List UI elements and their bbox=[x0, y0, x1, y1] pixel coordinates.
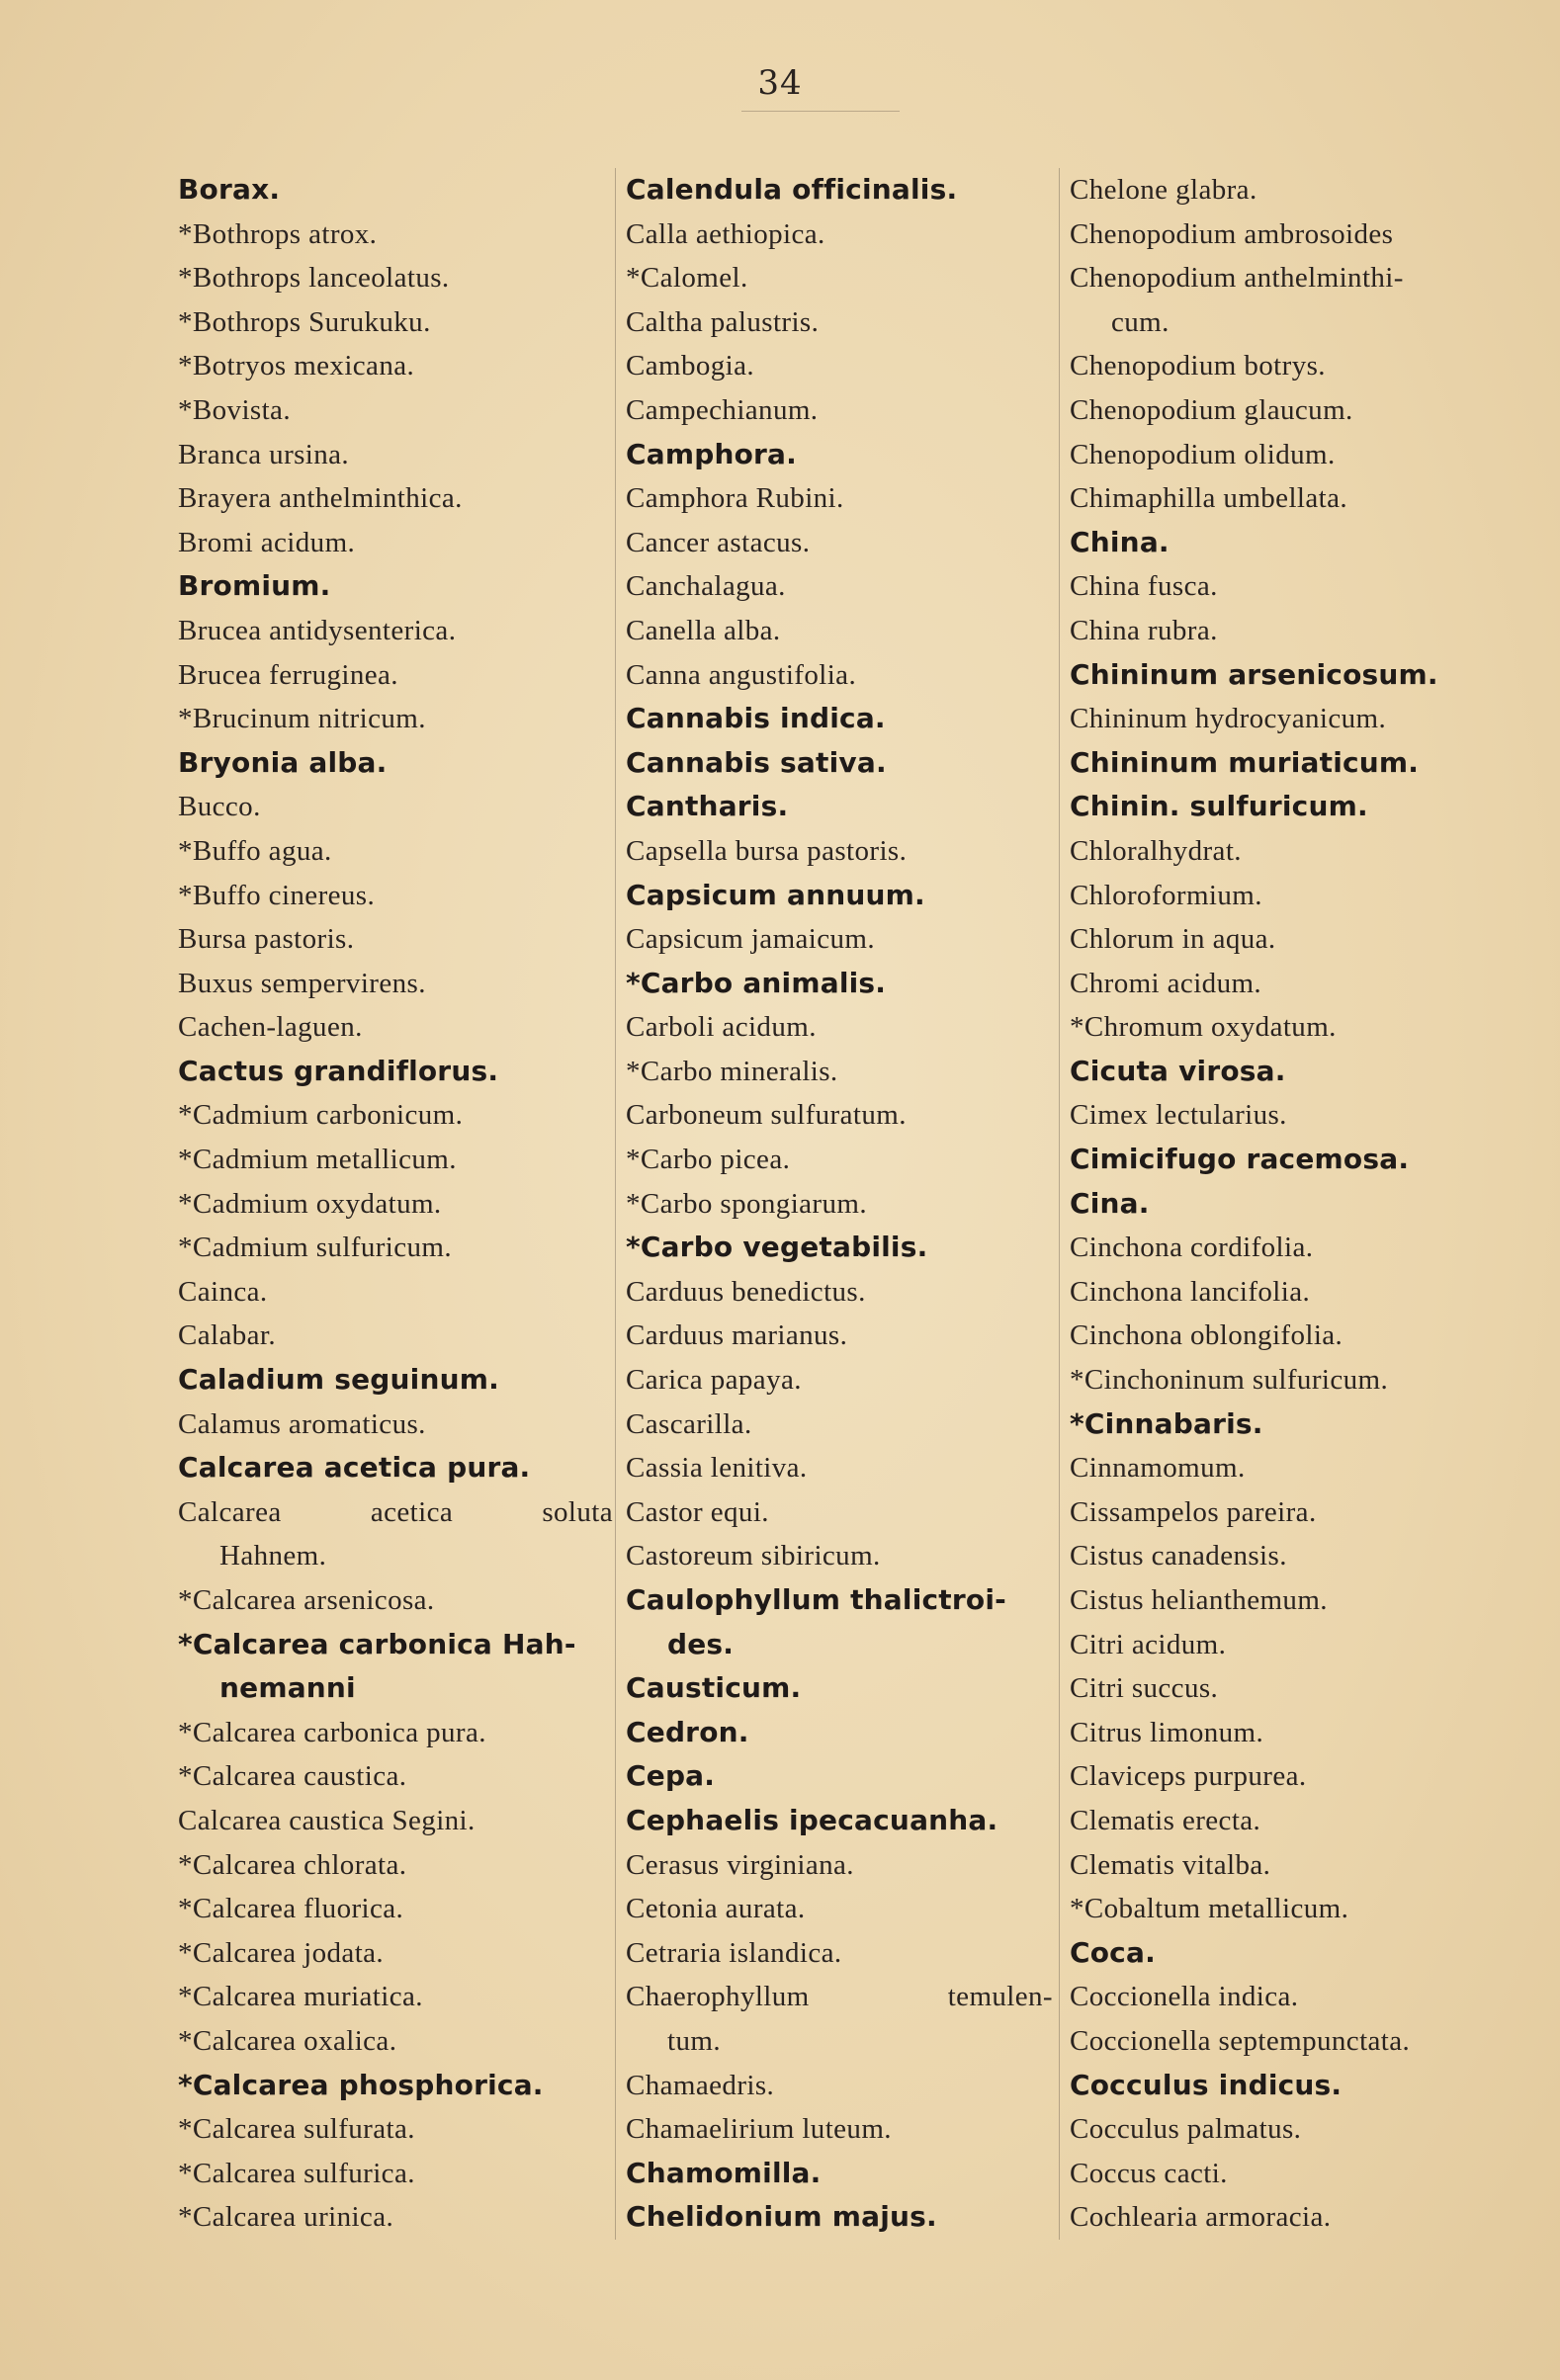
index-entry: Carduus benedictus. bbox=[626, 1275, 866, 1308]
index-entry: Chelidonium majus. bbox=[626, 2200, 937, 2234]
index-entry: Cinchona lancifolia. bbox=[1070, 1275, 1311, 1308]
index-entry: Clematis erecta. bbox=[1070, 1804, 1261, 1836]
index-entry: Cassia lenitiva. bbox=[626, 1452, 808, 1485]
index-entry: Cerasus virginiana. bbox=[626, 1848, 854, 1881]
index-entry: Cimex lectularius. bbox=[1070, 1099, 1287, 1132]
index-entry: *Cadmium metallicum. bbox=[178, 1144, 457, 1176]
index-entry-continuation: tum. bbox=[667, 2024, 721, 2057]
index-entry: *Cadmium carbonicum. bbox=[178, 1099, 464, 1132]
index-entry: *Cadmium sulfuricum. bbox=[178, 1232, 453, 1264]
index-entry: Castoreum sibiricum. bbox=[626, 1540, 881, 1572]
index-entry-continuation: Hahnem. bbox=[219, 1540, 327, 1572]
index-entry: Cancer astacus. bbox=[626, 526, 811, 558]
index-entry: Cimicifugo racemosa. bbox=[1070, 1143, 1410, 1176]
index-entry: *Calcarea arsenicosa. bbox=[178, 1584, 435, 1616]
index-entry: *Calcarea sulfurica. bbox=[178, 2157, 415, 2189]
index-entry: *Carbo picea. bbox=[626, 1144, 791, 1176]
index-entry: Chenopodium glaucum. bbox=[1070, 393, 1353, 426]
index-entry: *Cinchoninum sulfuricum. bbox=[1070, 1364, 1389, 1397]
index-entry: *Cinnabaris. bbox=[1070, 1406, 1263, 1440]
index-entry: Caltha palustris. bbox=[626, 305, 820, 338]
index-entry: Cina. bbox=[1070, 1186, 1150, 1220]
index-entry: *Calcarea fluorica. bbox=[178, 1893, 404, 1925]
index-entry: Chamomilla. bbox=[626, 2156, 822, 2189]
index-entry: Camphora. bbox=[626, 437, 797, 470]
index-entry: Cantharis. bbox=[626, 790, 789, 823]
index-entry: *Calcarea sulfurata. bbox=[178, 2113, 415, 2146]
index-entry: Chininum hydrocyanicum. bbox=[1070, 703, 1387, 735]
index-entry: *Carbo mineralis. bbox=[626, 1055, 838, 1087]
index-entry: Chromi acidum. bbox=[1070, 967, 1262, 999]
index-entry: Claviceps purpurea. bbox=[1070, 1760, 1307, 1793]
index-entry: China rubra. bbox=[1070, 614, 1218, 646]
index-entry: Cambogia. bbox=[626, 350, 755, 382]
index-entry: Citri succus. bbox=[1070, 1672, 1219, 1705]
index-entry: *Bovista. bbox=[178, 393, 291, 426]
index-entry: Clematis vitalba. bbox=[1070, 1848, 1271, 1881]
index-entry: *Calcarea chlorata. bbox=[178, 1848, 407, 1881]
page-number-rule bbox=[741, 111, 900, 112]
index-entry: Coccus cacti. bbox=[1070, 2157, 1228, 2189]
index-entry: Chenopodium botrys. bbox=[1070, 350, 1326, 382]
index-entry: *Brucinum nitricum. bbox=[178, 703, 426, 735]
index-entry: Caladium seguinum. bbox=[178, 1363, 499, 1397]
index-entry: Calabar. bbox=[178, 1319, 277, 1352]
index-entry: Branca ursina. bbox=[178, 438, 350, 470]
index-column-3 bbox=[1059, 168, 1534, 2240]
index-entry: Campechianum. bbox=[626, 393, 819, 426]
index-entry: Cedron. bbox=[626, 1715, 749, 1748]
index-entry: Citrus limonum. bbox=[1070, 1716, 1264, 1748]
index-entry: Bucco. bbox=[178, 791, 261, 823]
index-entry: *Cadmium oxydatum. bbox=[178, 1187, 442, 1220]
index-entry: Calamus aromaticus. bbox=[178, 1407, 426, 1440]
index-entry: Capsicum annuum. bbox=[626, 878, 925, 911]
index-entry: Cicuta virosa. bbox=[1070, 1054, 1286, 1087]
index-entry: Chininum muriaticum. bbox=[1070, 745, 1420, 779]
index-entry: *Buffo cinereus. bbox=[178, 879, 376, 911]
index-entry: Chelone glabra. bbox=[1070, 174, 1257, 206]
index-entry: Bryonia alba. bbox=[178, 745, 388, 779]
index-entry: Chloroformium. bbox=[1070, 879, 1262, 911]
index-entry: Canna angustifolia. bbox=[626, 658, 857, 691]
index-entry: Cocculus indicus. bbox=[1070, 2068, 1343, 2101]
index-entry: Cetraria islandica. bbox=[626, 1936, 842, 1969]
page-number: 34 bbox=[757, 63, 803, 103]
index-entry: Chamaelirium luteum. bbox=[626, 2113, 892, 2146]
index-entry: Calcarea acetica soluta bbox=[178, 1495, 613, 1528]
index-entry: Coccionella indica. bbox=[1070, 1981, 1299, 2013]
index-entry: Chenopodium olidum. bbox=[1070, 438, 1336, 470]
index-entry: *Carbo spongiarum. bbox=[626, 1187, 868, 1220]
index-entry: Carica papaya. bbox=[626, 1364, 802, 1397]
index-entry: Camphora Rubini. bbox=[626, 482, 844, 515]
index-entry: Cepa. bbox=[626, 1759, 716, 1793]
index-entry: *Chromum oxydatum. bbox=[1070, 1011, 1337, 1044]
index-entry: Calla aethiopica. bbox=[626, 217, 825, 250]
index-entry: Chamaedris. bbox=[626, 2069, 775, 2101]
index-entry: Cochlearia armoracia. bbox=[1070, 2201, 1332, 2234]
index-entry: *Calcarea phosphorica. bbox=[178, 2068, 544, 2101]
index-entry: Brayera anthelminthica. bbox=[178, 482, 463, 515]
index-entry: Chaerophyllum temulen- bbox=[626, 1981, 1053, 2013]
index-entry: Cainca. bbox=[178, 1275, 268, 1308]
index-entry: Chlorum in aqua. bbox=[1070, 923, 1276, 956]
index-entry: *Calcarea caustica. bbox=[178, 1760, 407, 1793]
index-entry: Carduus marianus. bbox=[626, 1319, 848, 1352]
index-entry-continuation: nemanni bbox=[219, 1671, 356, 1705]
index-entry: China fusca. bbox=[1070, 570, 1218, 603]
index-entry: Chininum arsenicosum. bbox=[1070, 657, 1438, 691]
index-entry: Cissampelos pareira. bbox=[1070, 1495, 1317, 1528]
index-entry: Coccionella septempunctata. bbox=[1070, 2024, 1411, 2057]
index-entry: Bromium. bbox=[178, 569, 331, 603]
index-entry: *Calomel. bbox=[626, 262, 748, 295]
index-entry: Cannabis indica. bbox=[626, 702, 886, 735]
index-entry: Cetonia aurata. bbox=[626, 1893, 806, 1925]
index-entry: Chenopodium ambrosoides bbox=[1070, 217, 1394, 250]
index-entry: Capsella bursa pastoris. bbox=[626, 834, 908, 867]
index-entry: Caulophyllum thalictroi- bbox=[626, 1583, 1006, 1616]
index-column-1 bbox=[178, 168, 613, 2240]
index-entry: Calendula officinalis. bbox=[626, 173, 958, 206]
index-entry: Calcarea caustica Segini. bbox=[178, 1804, 476, 1836]
index-entry: *Botryos mexicana. bbox=[178, 350, 415, 382]
index-entry: Calcarea acetica pura. bbox=[178, 1451, 531, 1485]
index-entry: Bromi acidum. bbox=[178, 526, 356, 558]
index-entry: Cascarilla. bbox=[626, 1407, 752, 1440]
index-entry: Cistus helianthemum. bbox=[1070, 1584, 1328, 1616]
index-entry: *Cobaltum metallicum. bbox=[1070, 1893, 1349, 1925]
index-entry: *Calcarea jodata. bbox=[178, 1936, 385, 1969]
index-entry: Cactus grandiflorus. bbox=[178, 1054, 499, 1087]
index-entry: Chenopodium anthelminthi- bbox=[1070, 262, 1404, 295]
index-entry: Cannabis sativa. bbox=[626, 745, 887, 779]
index-entry: Castor equi. bbox=[626, 1495, 769, 1528]
index-entry: Carboli acidum. bbox=[626, 1011, 817, 1044]
index-entry: Capsicum jamaicum. bbox=[626, 923, 876, 956]
index-entry: Brucea antidysenterica. bbox=[178, 614, 457, 646]
index-entry: Causticum. bbox=[626, 1671, 802, 1705]
index-entry: *Calcarea muriatica. bbox=[178, 1981, 423, 2013]
index-entry: Cinchona cordifolia. bbox=[1070, 1232, 1314, 1264]
index-entry: Cachen-laguen. bbox=[178, 1011, 363, 1044]
index-entry: Chloralhydrat. bbox=[1070, 834, 1242, 867]
index-entry: Cinchona oblongifolia. bbox=[1070, 1319, 1343, 1352]
index-entry: *Buffo agua. bbox=[178, 834, 332, 867]
index-entry: *Bothrops atrox. bbox=[178, 217, 378, 250]
index-entry: *Calcarea carbonica pura. bbox=[178, 1716, 486, 1748]
index-entry: *Calcarea oxalica. bbox=[178, 2024, 397, 2057]
index-entry: Canchalagua. bbox=[626, 570, 786, 603]
index-entry: Coca. bbox=[1070, 1935, 1156, 1969]
index-entry: Bursa pastoris. bbox=[178, 923, 355, 956]
index-column-2 bbox=[615, 168, 1053, 2240]
index-entry: *Bothrops lanceolatus. bbox=[178, 262, 450, 295]
index-entry: Buxus sempervirens. bbox=[178, 967, 426, 999]
index-entry: *Bothrops Surukuku. bbox=[178, 305, 431, 338]
index-entry: Chimaphilla umbellata. bbox=[1070, 482, 1348, 515]
index-entry: Brucea ferruginea. bbox=[178, 658, 398, 691]
index-entry: Cephaelis ipecacuanha. bbox=[626, 1803, 998, 1836]
index-entry-continuation: cum. bbox=[1111, 305, 1170, 338]
index-entry: *Calcarea urinica. bbox=[178, 2201, 394, 2234]
index-entry: Chinin. sulfuricum. bbox=[1070, 790, 1368, 823]
index-entry: *Carbo vegetabilis. bbox=[626, 1231, 928, 1264]
index-entry: Carboneum sulfuratum. bbox=[626, 1099, 907, 1132]
index-entry: China. bbox=[1070, 525, 1170, 558]
index-entry-continuation: des. bbox=[667, 1627, 735, 1660]
index-entry: Cocculus palmatus. bbox=[1070, 2113, 1302, 2146]
index-entry: Cistus canadensis. bbox=[1070, 1540, 1287, 1572]
index-entry: Borax. bbox=[178, 173, 281, 206]
index-entry: Canella alba. bbox=[626, 614, 781, 646]
index-entry: *Carbo animalis. bbox=[626, 966, 887, 999]
index-entry: *Calcarea carbonica Hah- bbox=[178, 1627, 576, 1660]
index-entry: Citri acidum. bbox=[1070, 1628, 1227, 1660]
index-entry: Cinnamomum. bbox=[1070, 1452, 1246, 1485]
